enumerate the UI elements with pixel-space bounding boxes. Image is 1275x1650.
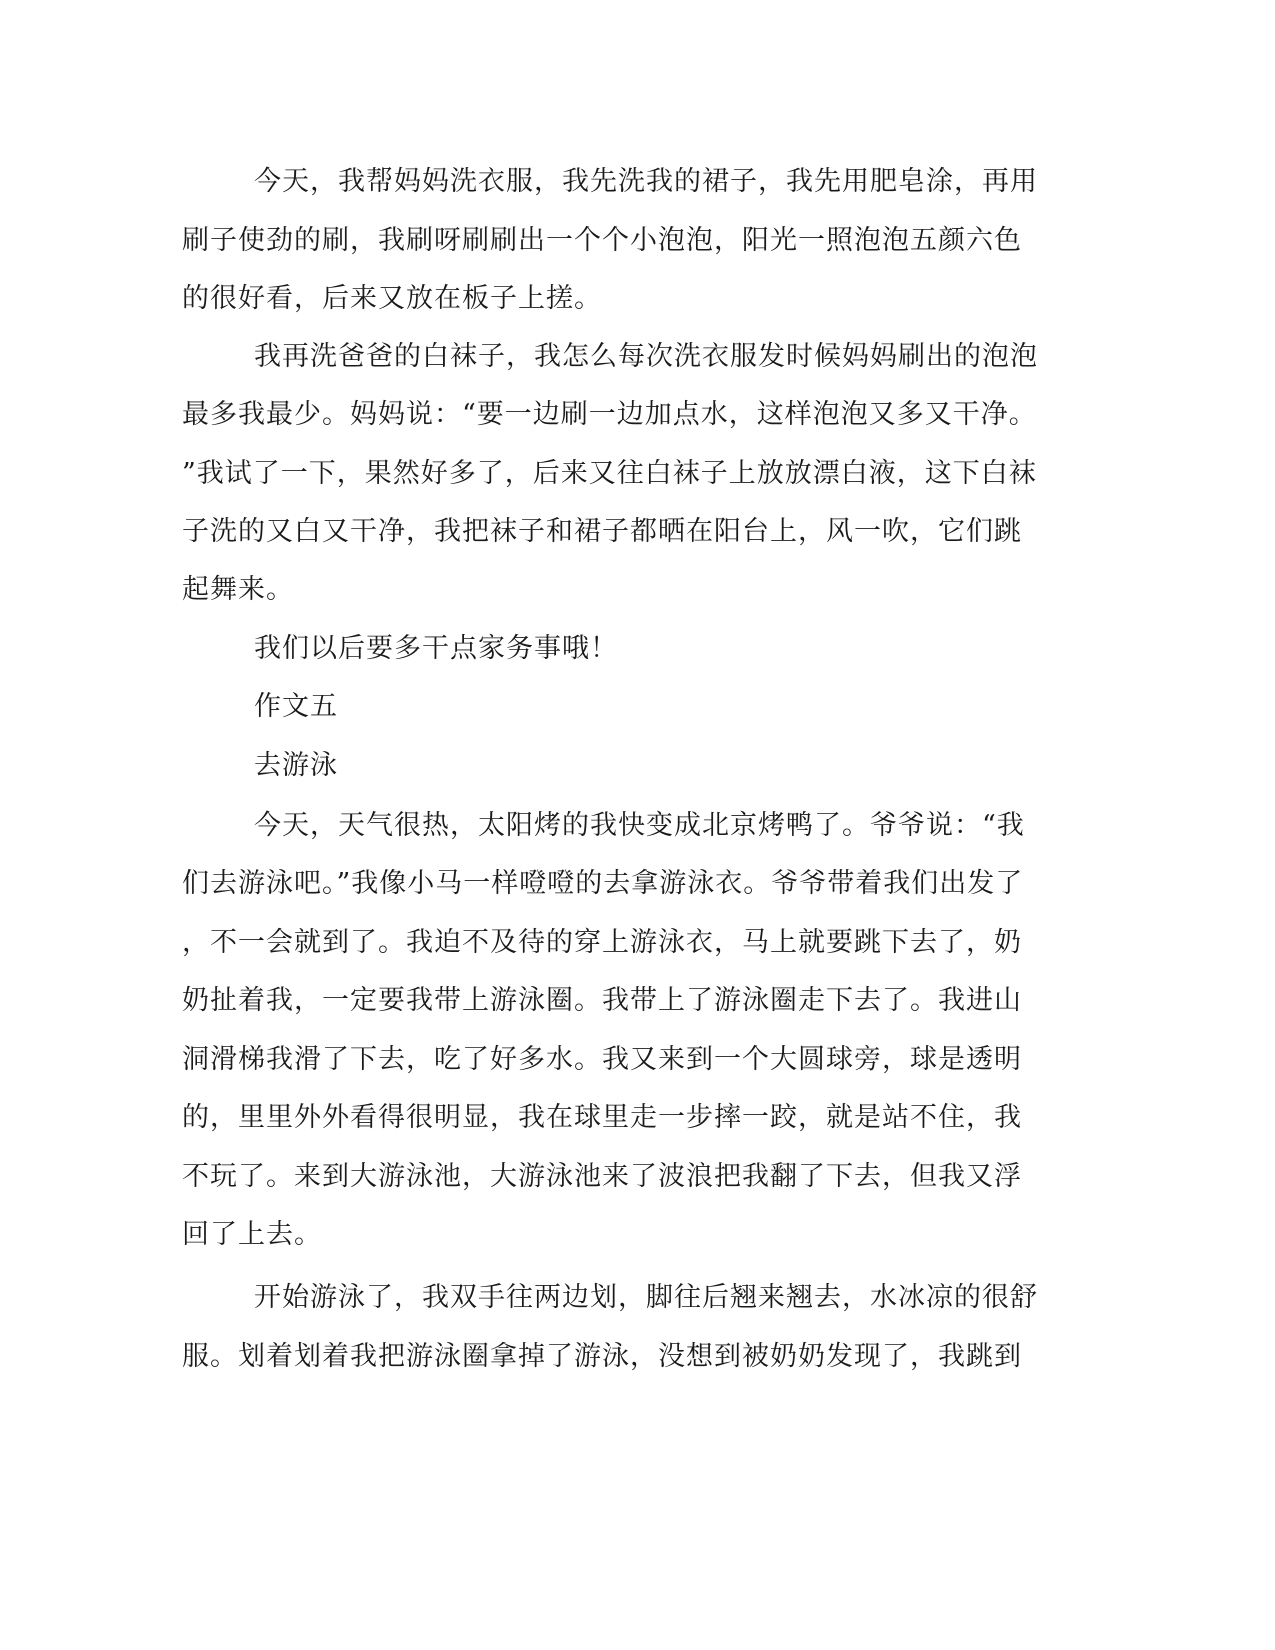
paragraph-line: 最多我最少。妈妈说：“要一边刷一边加点水，这样泡泡又多又干净。 [182, 399, 1037, 430]
paragraph-line: 子洗的又白又干净，我把袜子和裙子都晒在阳台上，风一吹，它们跳 [182, 516, 1022, 547]
paragraph-line: ”我试了一下，果然好多了，后来又往白袜子上放放漂白液，这下白袜 [182, 458, 1037, 489]
paragraph-line: 服。划着划着我把游泳圈拿掉了游泳，没想到被奶奶发现了，我跳到 [182, 1341, 1022, 1372]
paragraph-line: 洞滑梯我滑了下去，吃了好多水。我又来到一个大圆球旁，球是透明 [182, 1044, 1022, 1075]
paragraph-line: 回了上去。 [182, 1219, 322, 1250]
paragraph-line: 们去游泳吧。”我像小马一样噔噔的去拿游泳衣。爷爷带着我们出发了 [182, 868, 1024, 899]
paragraph-line: 刷子使劲的刷，我刷呀刷刷出一个个小泡泡，阳光一照泡泡五颜六色 [182, 225, 1022, 256]
paragraph-line: ，不一会就到了。我迫不及待的穿上游泳衣，马上就要跳下去了，奶 [182, 927, 1022, 958]
paragraph-line: 的很好看，后来又放在板子上搓。 [182, 283, 602, 314]
paragraph-line: 我再洗爸爸的白袜子，我怎么每次洗衣服发时候妈妈刷出的泡泡 [254, 341, 1038, 372]
paragraph-line: 今天，天气很热，太阳烤的我快变成北京烤鸭了。爷爷说：“我 [254, 810, 1025, 841]
paragraph-line: 奶扯着我，一定要我带上游泳圈。我带上了游泳圈走下去了。我进山 [182, 985, 1022, 1016]
paragraph-line: 我们以后要多干点家务事哦！ [254, 633, 618, 664]
essay-title: 去游泳 [254, 750, 338, 781]
paragraph-line: 开始游泳了，我双手往两边划，脚往后翘来翘去，水冰凉的很舒 [254, 1282, 1038, 1313]
essay-number-heading: 作文五 [254, 691, 338, 722]
paragraph-line: 的，里里外外看得很明显，我在球里走一步摔一跤，就是站不住，我 [182, 1102, 1022, 1133]
paragraph-line: 不玩了。来到大游泳池，大游泳池来了波浪把我翻了下去，但我又浮 [182, 1161, 1022, 1192]
paragraph-line: 起舞来。 [182, 574, 294, 605]
paragraph-line: 今天，我帮妈妈洗衣服，我先洗我的裙子，我先用肥皂涂，再用 [254, 166, 1038, 197]
